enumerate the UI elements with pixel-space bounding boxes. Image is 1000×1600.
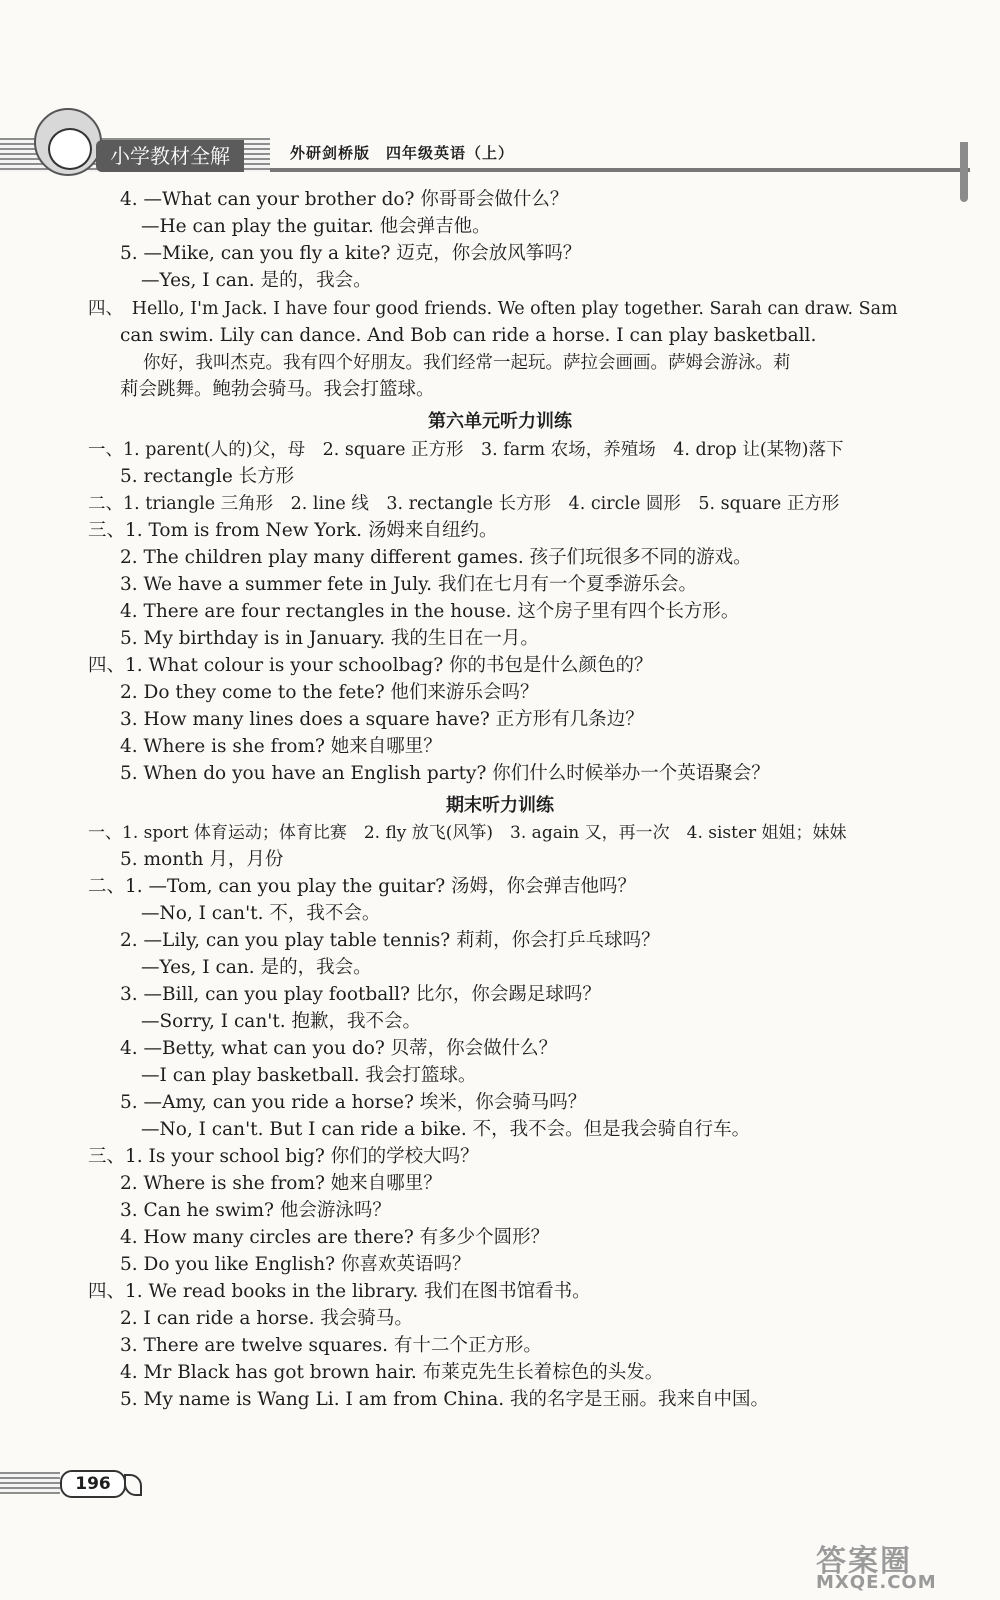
answer-line: 4. Where is she from? 她来自哪里？ bbox=[120, 736, 442, 757]
answer-line: 一、1. parent(人的)父，母 2. square 正方形 3. farm 农场，养殖场 4. drop 让(某物)落下 bbox=[88, 440, 844, 460]
book-edition-subtitle: 外研剑桥版 四年级英语（上） bbox=[290, 144, 515, 162]
answer-line: 3. —Bill, can you play football? 比尔，你会踢足球吗？ bbox=[120, 984, 601, 1005]
answer-line: 5. Do you like English? 你喜欢英语吗？ bbox=[120, 1254, 471, 1275]
answer-line: 二、1. —Tom, can you play the guitar? 汤姆，你会弹吉他吗？ bbox=[88, 876, 637, 897]
answer-line: 3. Can he swim? 他会游泳吗？ bbox=[120, 1200, 391, 1221]
header-rule-end bbox=[960, 142, 968, 202]
answer-line: 4. How many circles are there? 有多少个圆形？ bbox=[120, 1227, 550, 1248]
answer-line: 5. My name is Wang Li. I am from China. 我的名字是王丽。我来自中国。 bbox=[120, 1389, 770, 1410]
answer-line: —No, I can't. 不，我不会。 bbox=[141, 903, 381, 924]
header-rule bbox=[270, 168, 970, 172]
page-footer bbox=[0, 1470, 200, 1500]
answer-line: 三、1. Is your school big? 你们的学校大吗？ bbox=[88, 1146, 479, 1167]
answer-line: 你好，我叫杰克。我有四个好朋友。我们经常一起玩。萨拉会画画。萨姆会游泳。莉 bbox=[143, 353, 791, 373]
footer-stripes bbox=[0, 1472, 60, 1494]
answer-line: can swim. Lily can dance. And Bob can ride a horse. I can play basketball. bbox=[120, 325, 817, 346]
answer-line: —Yes, I can. 是的，我会。 bbox=[141, 270, 372, 291]
answer-line: 2. Where is she from? 她来自哪里？ bbox=[120, 1173, 442, 1194]
answer-line: 5. My birthday is in January. 我的生日在一月。 bbox=[120, 628, 539, 649]
answer-line: —Yes, I can. 是的，我会。 bbox=[141, 957, 372, 978]
answer-line: 4. There are four rectangles in the house. 这个房子里有四个长方形。 bbox=[120, 601, 740, 622]
answer-line: 5. —Amy, can you ride a horse? 埃米，你会骑马吗？ bbox=[120, 1092, 587, 1113]
answer-line: 二、1. triangle 三角形 2. line 线 3. rectangle 长方形 4. circle 圆形 5. square 正方形 bbox=[88, 494, 840, 514]
answer-line: 4. Mr Black has got brown hair. 布莱克先生长着棕色的头发。 bbox=[120, 1362, 664, 1383]
answer-line: 3. How many lines does a square have? 正方形有几条边？ bbox=[120, 709, 644, 730]
answer-line: 2. The children play many different games. 孩子们玩很多不同的游戏。 bbox=[120, 547, 752, 568]
answer-line: 一、1. sport 体育运动；体育比赛 2. fly 放飞(风筝) 3. again 又，再一次 4. sister 姐姐；妹妹 bbox=[88, 823, 847, 843]
answer-line: —No, I can't. But I can ride a bike. 不，我不会。但是我会骑自行车。 bbox=[141, 1119, 751, 1140]
page-number: 196 bbox=[60, 1470, 126, 1498]
watermark-text: 答案圈 bbox=[816, 1544, 912, 1579]
watermark-url: MXQE.COM bbox=[816, 1572, 937, 1593]
section-heading-final: 期末听力训练 bbox=[446, 795, 554, 816]
answer-line: 4. —Betty, what can you do? 贝蒂，你会做什么？ bbox=[120, 1038, 558, 1059]
page-header bbox=[0, 130, 1000, 180]
answer-line: —I can play basketball. 我会打篮球。 bbox=[141, 1065, 477, 1086]
answer-line: 5. rectangle 长方形 bbox=[120, 466, 295, 487]
answer-line: 3. There are twelve squares. 有十二个正方形。 bbox=[120, 1335, 542, 1356]
answer-line: —He can play the guitar. 他会弹吉他。 bbox=[141, 216, 491, 237]
watermark-logo bbox=[816, 1536, 986, 1596]
answer-line: 四、 Hello, I'm Jack. I have four good friends. We often play together. Sarah can draw. Sam bbox=[88, 299, 898, 319]
answer-line: 4. —What can your brother do? 你哥哥会做什么？ bbox=[120, 189, 569, 210]
answer-line: 四、1. What colour is your schoolbag? 你的书包是什么颜色的？ bbox=[88, 655, 653, 676]
leaf-icon bbox=[124, 1474, 142, 1496]
answer-line: 三、1. Tom is from New York. 汤姆来自纽约。 bbox=[88, 520, 498, 541]
answer-line: 3. We have a summer fete in July. 我们在七月有一个夏季游乐会。 bbox=[120, 574, 697, 595]
answer-line: 2. I can ride a horse. 我会骑马。 bbox=[120, 1308, 413, 1329]
book-series-title: 小学教材全解 bbox=[96, 140, 244, 172]
answer-line: 2. Do they come to the fete? 他们来游乐会吗？ bbox=[120, 682, 539, 703]
answer-line: 5. month 月，月份 bbox=[120, 849, 284, 870]
answer-line: 5. —Mike, can you fly a kite? 迈克，你会放风筝吗？ bbox=[120, 243, 582, 264]
answer-line: 2. —Lily, can you play table tennis? 莉莉，你会打乒乓球吗？ bbox=[120, 930, 660, 951]
answer-line: 5. When do you have an English party? 你们什么时候举办一个英语聚会？ bbox=[120, 763, 770, 784]
mascot-logo-icon bbox=[34, 108, 102, 176]
answer-line: 四、1. We read books in the library. 我们在图书馆看书。 bbox=[88, 1281, 591, 1302]
section-heading-unit6: 第六单元听力训练 bbox=[428, 411, 572, 432]
answer-line: —Sorry, I can't. 抱歉，我不会。 bbox=[141, 1011, 422, 1032]
answer-line: 莉会跳舞。鲍勃会骑马。我会打篮球。 bbox=[120, 379, 435, 400]
